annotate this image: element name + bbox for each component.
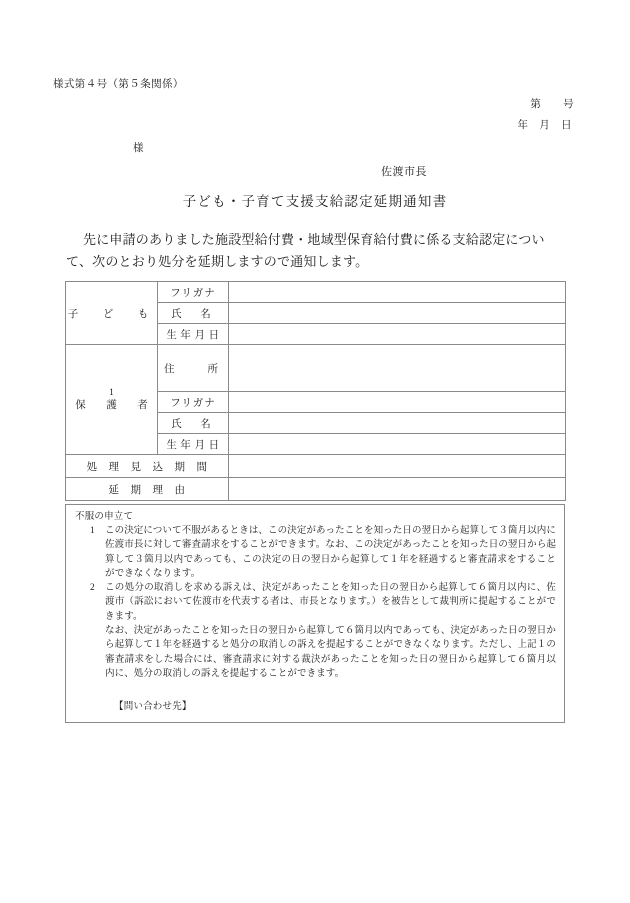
guardian-name-label: 氏 名 xyxy=(158,413,229,434)
guardian-footnote-mark: 1 xyxy=(109,387,114,398)
appeal-item-2-number: 2 xyxy=(90,583,95,594)
appeal-item-1-text: この決定について不服があるときは、この決定があったことを知った日の翌日から起算して３箇月以内に佐渡市長に対して審査請求をすることができます。なお、この決定があったことを知った日の翌日から起算して３箇月以内であっても、この決定の日の翌日から起算して１年を経過すると審査請求をすることができなくなります。 xyxy=(105,526,556,579)
appeal-notice-subparagraph: なお、決定があったことを知った日の翌日から起算して６箇月以内であっても、決定があった日の翌日から起算して１年を経過すると処分の取消しの訴えを提起することができなくなります。ただし、上記１の審査請求をした場合には、審査請求に対する裁決があったことを知った日の翌日から起算して６箇月以内に、処分の取消しの訴えを提起することができます。 xyxy=(105,626,556,679)
applicant-info-table xyxy=(65,281,566,501)
guardian-birthdate-label: 生 年 月 日 xyxy=(158,434,229,455)
child-birthdate-label: 生 年 月 日 xyxy=(158,324,229,345)
table-row xyxy=(66,345,566,392)
postponement-reason-value[interactable] xyxy=(229,478,566,501)
child-kana-value[interactable] xyxy=(229,282,566,303)
appeal-notice-item-2 xyxy=(75,581,556,624)
child-name-value[interactable] xyxy=(229,303,566,324)
child-birthdate-value[interactable] xyxy=(229,324,566,345)
document-date-field: 年 月 日 xyxy=(517,120,572,131)
guardian-name-value[interactable] xyxy=(229,413,566,434)
addressee-honorific: 様 xyxy=(133,143,144,154)
contact-info-label: 【問い合わせ先】 xyxy=(114,702,192,713)
processing-period-value[interactable] xyxy=(229,455,566,478)
appeal-notice-box xyxy=(65,504,565,723)
document-number-field: 第 号 xyxy=(530,99,574,110)
child-name-label: 氏 名 xyxy=(158,303,229,324)
document-title: 子ども・子育て支援支給認定延期通知書 xyxy=(182,194,448,209)
processing-period-label: 処 理 見 込 期 間 xyxy=(66,455,229,478)
guardian-birthdate-value[interactable] xyxy=(229,434,566,455)
child-kana-label: フリガナ xyxy=(158,282,229,303)
form-number: 様式第４号（第５条関係） xyxy=(53,79,184,90)
appeal-notice-item-1 xyxy=(75,524,556,581)
appeal-notice-heading: 不服の申立て xyxy=(75,512,134,522)
guardian-address-value[interactable] xyxy=(229,345,566,392)
guardian-address-label: 住 所 xyxy=(158,345,229,392)
table-row xyxy=(66,455,566,478)
guardian-kana-value[interactable] xyxy=(229,392,566,413)
guardian-kana-label: フリガナ xyxy=(158,392,229,413)
intro-paragraph: 先に申請のありました施設型給付費・地域型保育給付費に係る支給認定について、次のとおり処分を延期しますので通知します。 xyxy=(66,232,545,269)
child-section-label: 子 ど も xyxy=(66,282,158,345)
guardian-section-label xyxy=(66,345,158,455)
appeal-item-2-text: この処分の取消しを求める訴えは、決定があったことを知った日の翌日から起算して６箇月以内に、佐渡市（訴訟において佐渡市を代表する者は、市長となります。）を被告として裁判所に提起することができます。 xyxy=(105,583,556,622)
appeal-item-1-number: 1 xyxy=(90,526,95,536)
postponement-reason-label: 延 期 理 由 xyxy=(66,478,229,501)
issuer-name: 佐渡市長 xyxy=(381,166,427,178)
guardian-section-text: 保 護 者 xyxy=(75,399,153,411)
table-row xyxy=(66,282,566,303)
table-row xyxy=(66,478,566,501)
